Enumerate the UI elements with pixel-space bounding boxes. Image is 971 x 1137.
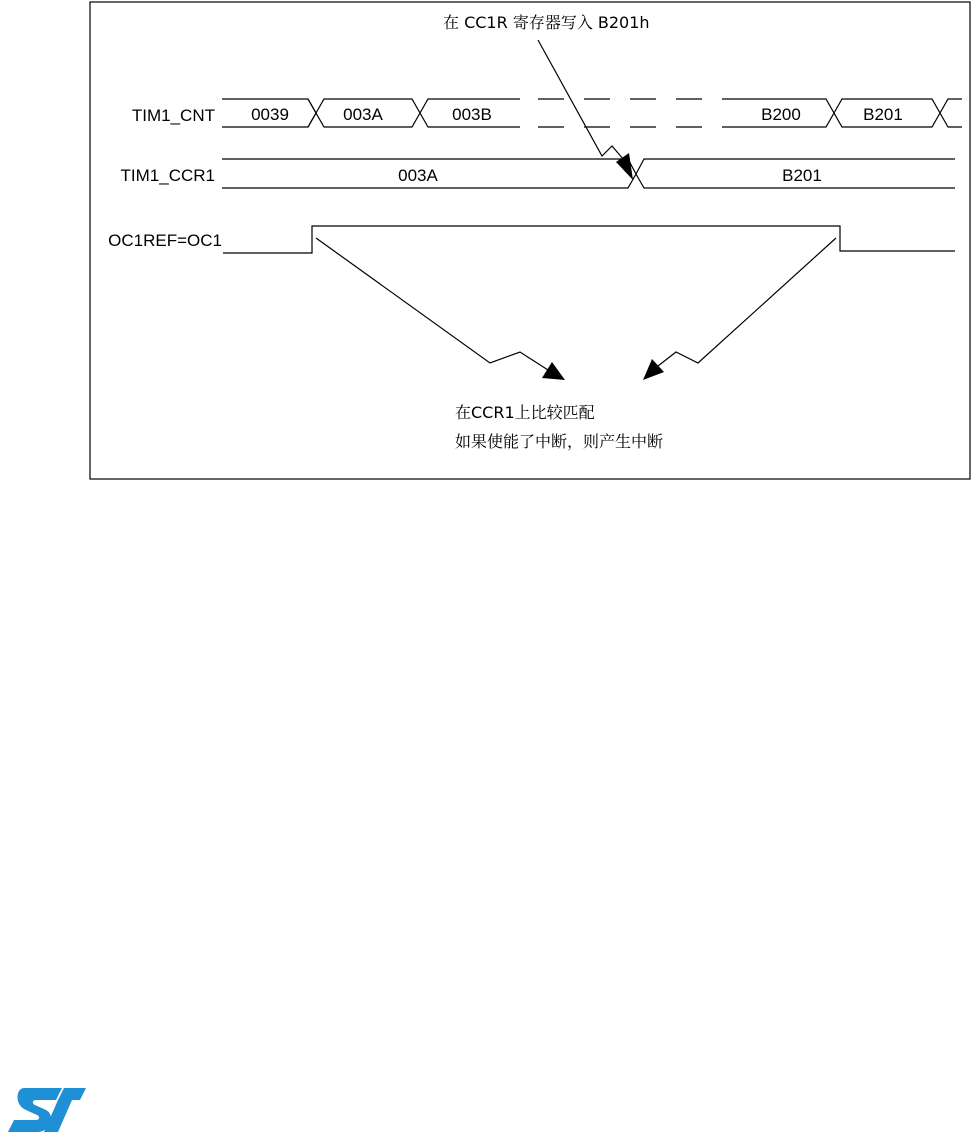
tim1-cnt-label: TIM1_CNT bbox=[131, 106, 215, 125]
tim1-cnt-value: 003A bbox=[343, 105, 383, 124]
tim1-cnt-value: 0039 bbox=[251, 105, 289, 124]
match-annotation-line2: 如果使能了中断，则产生中断 bbox=[455, 432, 664, 451]
oc1ref-waveform bbox=[223, 226, 955, 253]
st-logo bbox=[6, 1086, 86, 1134]
oc1ref-label: OC1REF=OC1 bbox=[108, 231, 222, 250]
tim1-ccr1-bus bbox=[222, 159, 955, 188]
match-annotation-line1: 在CCR1上比较匹配 bbox=[455, 403, 595, 422]
tim1-cnt-value: B201 bbox=[863, 105, 903, 124]
tim1-cnt-value: B200 bbox=[761, 105, 801, 124]
match-arrow-right-line bbox=[658, 238, 836, 366]
write-arrow-line bbox=[538, 40, 624, 160]
tim1-ccr1-value: 003A bbox=[398, 166, 438, 185]
write-annotation: 在 CC1R 寄存器写入 B201h bbox=[443, 13, 650, 32]
write-arrow-head bbox=[616, 153, 633, 180]
match-arrow-right-head bbox=[643, 359, 664, 380]
tim1-ccr1-value: B201 bbox=[782, 166, 822, 185]
tim1-ccr1-label: TIM1_CCR1 bbox=[120, 166, 215, 185]
match-arrow-left-line bbox=[316, 238, 548, 370]
match-arrow-left-head bbox=[542, 362, 565, 380]
tim1-cnt-value: 003B bbox=[452, 105, 492, 124]
tim1-cnt-bus bbox=[222, 99, 962, 127]
